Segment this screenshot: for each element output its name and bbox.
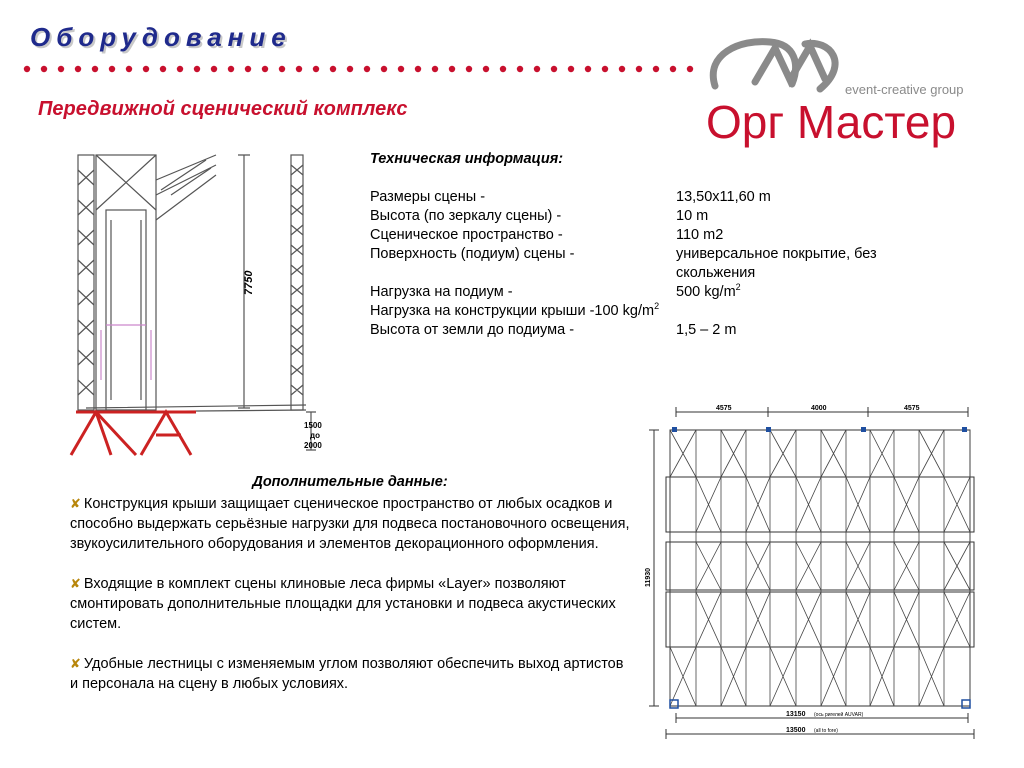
truss-brace	[870, 430, 894, 477]
dotted-divider	[22, 62, 694, 76]
divider-dot	[160, 66, 166, 72]
divider-dot	[211, 66, 217, 72]
divider-dot	[619, 66, 625, 72]
x-mark-icon: ✘	[70, 576, 81, 591]
divider-dot	[636, 66, 642, 72]
tech-value-sup: 2	[654, 301, 660, 312]
x-mark-icon: ✘	[70, 656, 81, 671]
divider-dot	[41, 66, 47, 72]
dim-side: 11930	[645, 567, 652, 587]
logo-swoosh-icon	[713, 42, 835, 89]
divider-dot	[415, 66, 421, 72]
truss-brace	[870, 647, 894, 706]
truss-brace	[846, 477, 870, 532]
divider-dot	[500, 66, 506, 72]
truss-brace	[894, 592, 919, 647]
truss-brace	[919, 430, 944, 477]
divider-dot	[245, 66, 251, 72]
divider-dot	[194, 66, 200, 72]
tech-label: Размеры сцены -	[370, 189, 486, 205]
truss-brace	[696, 592, 721, 647]
page-heading: Оборудование	[30, 22, 292, 52]
divider-dot	[432, 66, 438, 72]
dim-bottom-2: 13500	[786, 727, 806, 734]
tech-label: Сценическое пространство -	[370, 227, 563, 243]
truss-brace	[770, 647, 796, 706]
divider-dot	[279, 66, 285, 72]
dim-bottom-2-note: (all to fore)	[814, 728, 838, 734]
truss-brace	[696, 477, 721, 532]
tech-value	[594, 302, 659, 321]
dim-base-mid-label: до	[310, 431, 320, 440]
truss-brace	[796, 592, 821, 647]
tech-row	[370, 188, 960, 207]
tech-value: универсальное покрытие, без скольжения	[676, 246, 877, 281]
extra-title: Дополнительные данные:	[252, 474, 448, 490]
truss-brace	[894, 477, 919, 532]
tech-row	[370, 321, 960, 340]
divider-dot	[330, 66, 336, 72]
tech-label: Высота от земли до подиума -	[370, 322, 575, 338]
truss-brace	[696, 542, 721, 590]
additional-data	[70, 472, 630, 714]
divider-dot	[313, 66, 319, 72]
truss-brace	[770, 430, 796, 477]
dim-height-label: 7750	[243, 270, 255, 295]
tech-value	[676, 283, 926, 302]
divider-dot	[398, 66, 404, 72]
tech-label: Высота (по зеркалу сцены) -	[370, 208, 562, 224]
divider-dot	[551, 66, 557, 72]
divider-dot	[347, 66, 353, 72]
divider-dot	[517, 66, 523, 72]
extra-paragraph-text: Входящие в комплект сцены клиновые леса фирмы «Layer» позволяют смонтировать дополнительные площадки для установки и подвеса акустических систем.	[70, 576, 616, 632]
tech-row	[370, 302, 960, 321]
tech-value: 13,50х11,60 m	[676, 189, 771, 205]
tech-value-sup: 2	[735, 282, 741, 293]
divider-dot	[228, 66, 234, 72]
tech-row	[370, 245, 960, 283]
dim-bottom-1: 13150	[786, 711, 806, 718]
divider-dot	[653, 66, 659, 72]
divider-dot	[262, 66, 268, 72]
x-mark-icon: ✘	[70, 496, 81, 511]
truss-brace	[746, 477, 770, 532]
tech-row	[370, 283, 960, 302]
extra-paragraph	[70, 494, 630, 554]
tech-value: 1,5 – 2 m	[676, 322, 737, 338]
divider-dot	[24, 66, 30, 72]
truss-brace	[821, 647, 846, 706]
truss-brace	[796, 477, 821, 532]
divider-dot	[58, 66, 64, 72]
dim-top-1: 4575	[716, 405, 732, 412]
truss-brace	[894, 542, 919, 590]
org-master-logo	[700, 34, 1000, 154]
truss-brace	[721, 647, 746, 706]
extra-paragraph	[70, 574, 630, 634]
divider-dot	[364, 66, 370, 72]
divider-dot	[687, 66, 693, 72]
truss-brace	[821, 430, 846, 477]
truss-brace	[796, 542, 821, 590]
divider-dot	[381, 66, 387, 72]
dim-top-2: 4000	[811, 405, 827, 412]
divider-dot	[126, 66, 132, 72]
truss-brace	[670, 430, 696, 477]
truss-brace	[670, 647, 696, 706]
tech-info	[370, 150, 960, 340]
dim-bottom-1-note: (ось ригелей AUVAR)	[814, 712, 864, 718]
tech-label: Нагрузка на подиум -	[370, 284, 513, 300]
divider-dot	[75, 66, 81, 72]
truss-brace	[846, 542, 870, 590]
truss-brace	[721, 430, 746, 477]
truss-brace	[944, 592, 970, 647]
divider-dot	[143, 66, 149, 72]
extra-paragraph	[70, 654, 630, 694]
divider-dot	[109, 66, 115, 72]
divider-dot	[466, 66, 472, 72]
divider-dot	[534, 66, 540, 72]
tech-label: Поверхность (подиум) сцены -	[370, 246, 575, 262]
truss-brace	[846, 592, 870, 647]
logo-tagline: event-creative group	[845, 82, 964, 97]
stage-side-elevation-drawing	[66, 150, 336, 460]
truss-brace	[919, 647, 944, 706]
divider-dot	[296, 66, 302, 72]
divider-dot	[602, 66, 608, 72]
tech-value: 10 m	[676, 208, 709, 224]
extra-paragraph-text: Конструкция крыши защищает сценическое пространство от любых осадков и способно выдержать серьёзные нагрузки для подвеса постановочного освещения, звукоусилительного оборудования и элементов декорационного оформления.	[70, 496, 630, 552]
extra-paragraph-text: Удобные лестницы с изменяемым углом позволяют обеспечить выход артистов и персонала на сцену в любых условиях.	[70, 656, 624, 692]
divider-dot	[92, 66, 98, 72]
dim-base-top-label: 1500	[304, 421, 322, 430]
divider-dot	[449, 66, 455, 72]
divider-dot	[568, 66, 574, 72]
tech-value-text: 100 kg/m	[594, 303, 655, 319]
tech-value-text: 500 kg/m	[676, 284, 736, 300]
tech-row	[370, 226, 960, 245]
divider-dot	[483, 66, 489, 72]
divider-dot	[670, 66, 676, 72]
truss-brace	[746, 542, 770, 590]
dim-top-3: 4575	[904, 405, 920, 412]
tech-row	[370, 207, 960, 226]
tech-value: 110 m2	[676, 227, 724, 243]
dim-base-bottom-label: 2000	[304, 441, 322, 450]
stage-roof-plan-drawing	[636, 402, 1000, 742]
page-subtitle: Передвижной сценический комплекс	[38, 98, 408, 120]
logo-name: Орг Мастер	[706, 96, 957, 148]
truss-brace	[944, 542, 970, 590]
tech-title: Техническая информация:	[370, 151, 564, 167]
truss-brace	[944, 477, 970, 532]
divider-dot	[177, 66, 183, 72]
truss-brace	[746, 592, 770, 647]
divider-dot	[585, 66, 591, 72]
tech-label: Нагрузка на конструкции крыши -	[370, 303, 595, 319]
